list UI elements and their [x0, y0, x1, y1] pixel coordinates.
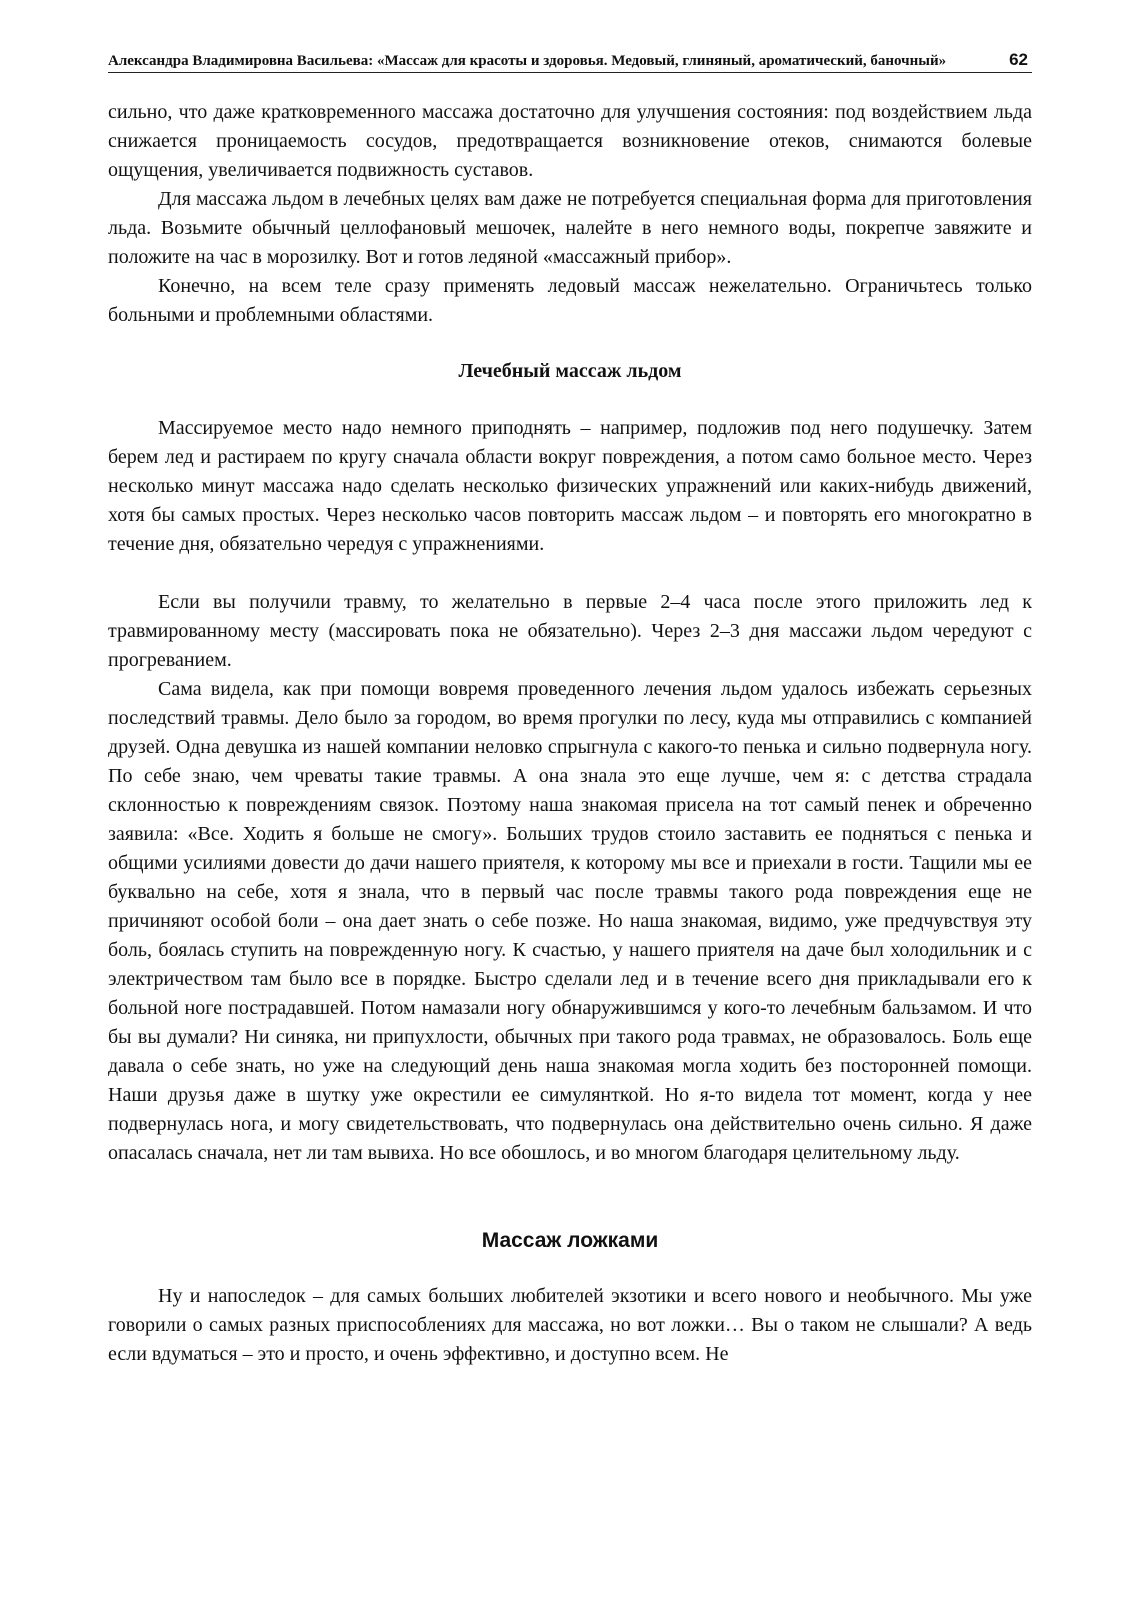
paragraph-continued: сильно, что даже кратковременного массажа достаточно для улучшения состояния: под воздействием льда снижается проницаемость сосудов, предотвращается возникновение отеков, снимаются болевые ощущения, увеличивается подвижность суставов.: [108, 101, 1032, 181]
paragraph: Сама видела, как при помощи вовремя проведенного лечения льдом удалось избежать серьезных последствий травмы. Дело было за городом, во время прогулки по лесу, куда мы отправились с компанией друзей. Одна девушка из нашей компании неловко спрыгнула с какого-то пенька и сильно подвернула ногу. По себе знаю, чем чреваты такие травмы. А она знала это еще лучше, чем я: с детства страдала склонностью к повреждениям связок. Поэтому наша знакомая присела на тот самый пенек и обреченно заявила: «Все. Ходить я больше не смогу». Больших трудов стоило заставить ее подняться с пенька и общими усилиями довести до дачи нашего приятеля, к которому мы все и приехали в гости. Тащили мы ее буквально на себе, хотя я знала, что в первый час после травмы такого рода повреждения еще не причиняют особой боли – она дает знать о себе позже. Но наша знакомая, видимо, уже предчувствуя эту боль, боялась ступить на поврежденную ногу. К счастью, у нашего приятеля на даче был холодильник и с электричеством там было все в порядке. Быстро сделали лед и в течение всего дня прикладывали его к больной ноге пострадавшей. Потом намазали ногу обнаружившимся у кого-то лечебным бальзамом. И что бы вы думали? Ни синяка, ни припухлости, обычных при такого рода травмах, не образовалось. Боль еще давала о себе знать, но уже на следующий день наша знакомая могла ходить без посторонней помощи. Наши друзья даже в шутку уже окрестили ее симулянткой. Но я-то видела тот момент, когда у нее подвернулась нога, и могу свидетельствовать, что подвернулась она действительно очень сильно. Я даже опасалась сначала, нет ли там вывиха. Но все обошлось, и во многом благодаря целительному льду.: [108, 678, 1032, 1164]
running-title: Александра Владимировна Васильева: «Массаж для красоты и здоровья. Медовый, глиняный, ароматический, баночный»: [108, 53, 947, 69]
paragraph: Конечно, на всем теле сразу применять ледовый массаж нежелательно. Ограничьтесь только больными и проблемными областями.: [108, 275, 1032, 326]
document-body: [108, 98, 1032, 1369]
section-heading-ice-massage: Лечебный массаж льдом: [458, 360, 682, 382]
paragraph: Ну и напоследок – для самых больших любителей экзотики и всего нового и необычного. Мы уже говорили о самых разных приспособлениях для массажа, но вот ложки… Вы о таком не слышали? А ведь если вдуматься – это и просто, и очень эффективно, и доступно всем. Не: [108, 1285, 1032, 1365]
paragraph: Для массажа льдом в лечебных целях вам даже не потребуется специальная форма для приготовления льда. Возьмите обычный целлофановый мешочек, налейте в него немного воды, покрепче завяжите и положите на час в морозилку. Вот и готов ледяной «массажный прибор».: [108, 188, 1032, 268]
running-header: [108, 52, 1032, 73]
page-number: 62: [1009, 50, 1028, 69]
paragraph: Массируемое место надо немного приподнять – например, подложив под него подушечку. Затем берем лед и растираем по кругу сначала области вокруг повреждения, а потом само больное место. Через несколько минут массажа надо сделать несколько физических упражнений или каких-нибудь движений, хотя бы самых простых. Через несколько часов повторить массаж льдом – и повторять его многократно в течение дня, обязательно чередуя с упражнениями.: [108, 417, 1032, 555]
paragraph: Если вы получили травму, то желательно в первые 2–4 часа после этого приложить лед к травмированному месту (массировать пока не обязательно). Через 2–3 дня массажи льдом чередуют с прогреванием.: [108, 591, 1032, 671]
section-heading-spoon-massage: Массаж ложками: [481, 1229, 659, 1252]
